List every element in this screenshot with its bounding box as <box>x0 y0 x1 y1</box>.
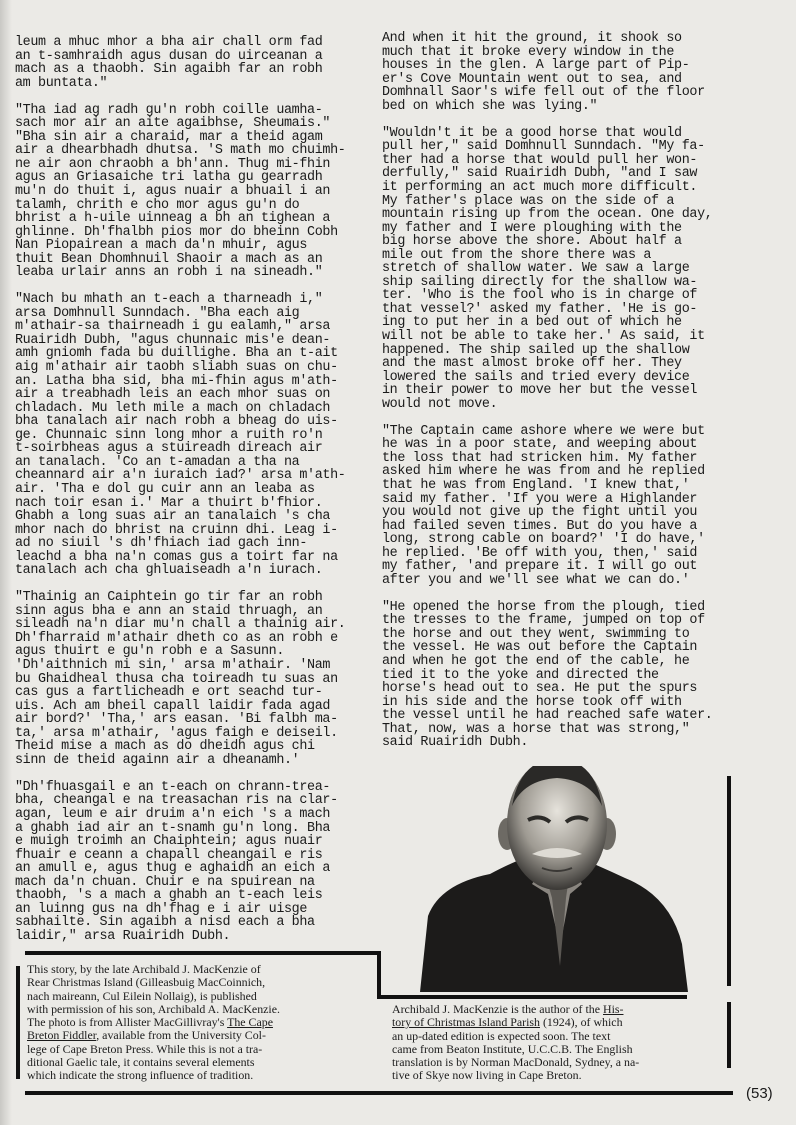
text-line: uis. Ach am bheil capall laidir fada agad <box>15 698 331 714</box>
text-line: And when it hit the ground, it shook so <box>382 31 682 46</box>
text-line: tied it to the yoke and directed the <box>382 667 659 683</box>
text-line: amh gniomh fada bu duillighe. Bha an t-ait <box>15 346 338 362</box>
text-line: "Nach bu mhath an t-each a tharneadh i," <box>15 292 323 308</box>
paragraph <box>382 425 792 588</box>
text-line: ship sailing directly for the shallow wa- <box>382 274 698 290</box>
text-line: sinn de theid againn air a dheanamh.' <box>15 752 300 768</box>
paragraph <box>15 293 375 577</box>
text-line: long, strong cable on board?' 'I do have,' <box>382 532 705 548</box>
text-line: the loss that had stricken him. My father <box>382 450 698 466</box>
text-line: Nan Piopairean a mach da'n mhuir, agus <box>15 238 308 254</box>
text-line: that vessel?' asked my father. 'He is go- <box>382 301 698 317</box>
text-line: "The Captain came ashore where we were but <box>382 423 705 439</box>
box-rule-right-bracket <box>727 776 731 986</box>
text-line: "Bha sin air a charaid, mar a theid agam <box>15 129 323 145</box>
text-line: you would not give up the fight until you <box>382 505 698 521</box>
caption-text: (1924), of which <box>539 1015 623 1030</box>
text-line: sach mor air an aite agaibhse, Sheumais." <box>15 116 331 132</box>
caption-line <box>392 1003 639 1016</box>
text-line: chladach. Mu leth mile a mach on chladach <box>15 400 331 416</box>
text-line: ther had a horse that would pull her won- <box>382 152 698 168</box>
text-line: houses in the glen. A large part of Pip- <box>382 58 690 74</box>
text-line: the horse and out they went, swimming to <box>382 626 690 642</box>
text-line: in his side and the horse took off with <box>382 694 682 710</box>
text-line: ge. Chunnaic sinn long mhor a ruith ro'n <box>15 427 323 443</box>
text-line: mhor nach do bhrist na cruinn dhi. Leag i- <box>15 522 338 538</box>
text-line: my father and I were ploughing with the <box>382 220 682 236</box>
author-caption <box>392 1003 639 1083</box>
text-line: My father's place was on the side of a <box>382 193 675 209</box>
text-line: pull her," said Domhnull Sunndach. "My fa- <box>382 139 705 155</box>
text-line: much that it broke every window in the <box>382 44 675 60</box>
text-line: leaba urlair anns an robh i na sineadh." <box>15 265 323 281</box>
text-line: an amull e, agus thug e aghaidh an eich a <box>15 861 331 877</box>
text-line: ghlinne. Dh'fhalbh pios mor do bheinn Cobh <box>15 224 338 240</box>
text-line: and when he got the end of the cable, he <box>382 654 690 670</box>
text-line: 'Dh'aithnich mi sin,' arsa m'athair. 'Nam <box>15 658 331 674</box>
text-line: the vessel. He was out before the Captain <box>382 640 698 656</box>
text-line: stretch of shallow water. We saw a large <box>382 261 690 277</box>
text-line: tanalach ach cha ghluaiseadh a'n iurach. <box>15 563 323 579</box>
box-rule-right-bracket-lower <box>727 1002 731 1068</box>
paragraph <box>382 601 792 750</box>
text-line: ad no siuil 's dh'fhiach iad gach inn- <box>15 536 308 552</box>
text-line: agan, leum e air druim a'n eich 's a mach <box>15 806 331 822</box>
text-line: an t-samhraidh agus dusan do uirceanan a <box>15 48 323 64</box>
paragraph <box>15 104 375 280</box>
text-line: cas gus a fartlicheadh e ort seachd tur- <box>15 685 323 701</box>
text-line: Dh'fharraid m'athair dheth co as an robh e <box>15 630 338 646</box>
text-line: mile out from the shore there was a <box>382 247 651 263</box>
text-line: sileadh na'n diar mu'n chall a thainig air. <box>15 617 346 633</box>
text-line: said my father. 'If you were a Highlander <box>382 491 698 507</box>
page-number: (53) <box>746 1085 773 1102</box>
text-line: sinn agus bha e ann an staid thruagh, an <box>15 603 323 619</box>
text-line: talamh, chrith e cho mor agus gu'n do <box>15 197 300 213</box>
book-title: Breton Fiddler <box>27 1028 97 1043</box>
text-line: bha tanalach air nach robh a bheag do uis- <box>15 414 338 430</box>
text-line: after you and we'll see what we can do.' <box>382 572 690 588</box>
caption-line: This story, by the late Archibald J. MacKenzie of <box>27 962 261 976</box>
english-text-column <box>382 32 792 763</box>
caption-text: The photo is from Allister MacGillivray's <box>27 1015 228 1030</box>
caption-line: nach maireann, Cul Eilein Nollaig), is published <box>27 988 257 1003</box>
box-rule-left-bracket <box>16 966 20 1079</box>
text-line: mountain rising up from the ocean. One day, <box>382 207 713 223</box>
caption-line: with permission of his son, Archibald A. MacKenzie. <box>27 1001 280 1016</box>
text-line: Theid mise a mach as do dheidh agus chi <box>15 739 315 755</box>
text-line: bu Ghaidheal thusa cha toireadh tu suas an <box>15 671 338 687</box>
caption-line: ditional Gaelic tale, it contains several elements <box>27 1055 255 1070</box>
text-line: thuit Bean Dhomhnuil Shaoir a mach as an <box>15 251 323 267</box>
box-rule-top-left <box>25 951 380 955</box>
text-line: t-soirbheas agus a stuireadh direach air <box>15 441 323 457</box>
caption-line: Rear Christmas Island (Gilleasbuig MacCoinnich, <box>27 975 266 990</box>
text-line: that he was from England. 'I knew that,' <box>382 477 690 493</box>
text-line: laidir," arsa Ruairidh Dubh. <box>15 928 231 944</box>
text-line: my father, 'and prepare it. I will go out <box>382 559 698 575</box>
text-line: "He opened the horse from the plough, tied <box>382 599 705 615</box>
text-line: mach as a thaobh. Sin agaibh far an robh <box>15 62 323 78</box>
gaelic-text-column <box>15 36 375 957</box>
caption-line: which indicate the strong influence of tradition. <box>27 1068 254 1083</box>
portrait-photo <box>420 766 688 992</box>
text-line: mach da'n chuan. Chuir e na spuirean na <box>15 874 315 890</box>
text-line: thaobh, 's a mach a ghabh an t-each leis <box>15 888 323 904</box>
text-line: said Ruairidh Dubh. <box>382 735 529 751</box>
text-line: ing to put her in a bed out of which he <box>382 315 682 331</box>
text-line: m'athair-sa thairneadh i gu ealamh," arsa <box>15 319 331 335</box>
text-line: it performing an act much more difficult. <box>382 179 698 195</box>
text-line: nach toir esan i.' Mar a thuirt b'fhior. <box>15 495 323 511</box>
text-line: an tanalach. 'Co an t-amadan a tha na <box>15 454 300 470</box>
caption-line: an up-dated edition is expected soon. The text <box>392 1028 611 1043</box>
box-rule-mid-horizontal <box>377 995 687 999</box>
text-line: bed on which she was lying." <box>382 98 598 114</box>
text-line: agus an Griasaiche tri latha gu gearradh <box>15 170 323 186</box>
book-title: His- <box>603 1002 624 1016</box>
caption-line <box>27 1016 280 1029</box>
text-line: That, now, was a horse that was strong," <box>382 721 690 737</box>
text-line: sabhailte. Sin agaibh a nisd each a bha <box>15 915 315 931</box>
text-line: derfully," said Ruairidh Dubh, "and I saw <box>382 166 698 182</box>
caption-line: translation is by Norman MacDonald, Sydney, a na- <box>392 1055 640 1070</box>
story-credits-caption <box>27 963 280 1083</box>
text-line: Ruairidh Dubh, "agus chunnaic mis'e dean- <box>15 332 331 348</box>
text-line: had failed seven times. But do you have a <box>382 518 698 534</box>
text-line: arsa Domhnull Sunndach. "Bha each aig <box>15 305 300 321</box>
paragraph <box>15 781 375 944</box>
text-line: e muigh troimh an Chaiphtein; agus nuair <box>15 834 323 850</box>
text-line: "Tha iad ag radh gu'n robh coille uamha- <box>15 102 323 118</box>
paragraph <box>15 36 375 90</box>
text-line: and the mast almost broke off her. They <box>382 356 682 372</box>
text-line: leum a mhuc mhor a bha air chall orm fad <box>15 35 323 50</box>
text-line: cheannard air a'n iuraich iad?' arsa m'ath- <box>15 468 346 484</box>
book-title: tory of Christmas Island Parish <box>392 1015 540 1030</box>
text-line: will not be able to take her.' As said, it <box>382 328 705 344</box>
text-line: asked him where he was from and he replied <box>382 464 705 480</box>
text-line: leachd a bha na'n comas gus a toirt far na <box>15 549 338 565</box>
caption-line <box>27 1029 280 1042</box>
text-line: ter. 'Who is the fool who is in charge of <box>382 288 698 304</box>
text-line: bha, cheangal e na treasachan ris na clar- <box>15 793 338 809</box>
box-rule-vertical-mid <box>377 951 381 999</box>
text-line: Ghabh a long suas air an tanalaich 's cha <box>15 509 331 525</box>
text-line: ne air aon chraobh a bh'ann. Thug mi-fhin <box>15 156 331 172</box>
text-line: a ghabh iad air an t-snamh gu'n long. Bha <box>15 820 331 836</box>
text-line: air bord?' 'Tha,' ars easan. 'Bi falbh ma- <box>15 712 338 728</box>
caption-line <box>392 1016 639 1029</box>
text-line: mu'n do thuit i, agus nuair a bhuail i an <box>15 183 331 199</box>
text-line: he was in a poor state, and weeping about <box>382 437 698 453</box>
text-line: in their power to move her but the vessel <box>382 383 698 399</box>
text-line: ta,' arsa m'athair, 'agus faigh e deiseil. <box>15 725 338 741</box>
text-line: "Dh'fhuasgail e an t-each on chrann-trea- <box>15 779 331 795</box>
caption-text: Archibald J. MacKenzie is the author of the <box>392 1002 603 1016</box>
caption-text: , available from the University Col- <box>96 1028 266 1043</box>
text-line: fhuair e ceann a chapall cheangail e ris <box>15 847 323 863</box>
box-rule-bottom <box>25 1091 733 1095</box>
caption-line: came from Beaton Institute, U.C.C.B. The English <box>392 1041 633 1056</box>
text-line: horse's head out to sea. He put the spurs <box>382 681 698 697</box>
text-line: am buntata." <box>15 75 108 91</box>
paragraph <box>15 591 375 767</box>
text-line: happened. The ship sailed up the shallow <box>382 342 690 358</box>
text-line: er's Cove Mountain went out to sea, and <box>382 71 682 87</box>
caption-line: lege of Cape Breton Press. While this is not a tra- <box>27 1041 263 1056</box>
paragraph <box>382 127 792 411</box>
text-line: "Thainig an Caiphtein go tir far an robh <box>15 590 323 606</box>
text-line: the vessel until he had reached safe water. <box>382 708 713 724</box>
caption-line: tive of Skye now living in Cape Breton. <box>392 1068 582 1083</box>
text-line: air a treabhadh leis an each mhor suas on <box>15 387 331 403</box>
text-line: an luinng gus na dh'fhag e i air uisge <box>15 901 308 917</box>
text-line: would not move. <box>382 396 498 412</box>
text-line: agus thuirt e gu'n robh e a Sasunn. <box>15 644 284 660</box>
text-line: bhrist a h-uile uinneag a bh an tighean a <box>15 211 331 227</box>
text-line: air. 'Tha e dol gu cuir ann an leaba as <box>15 481 315 497</box>
text-line: air a dhearbhadh dhutsa. 'S math mo chuimh- <box>15 143 346 159</box>
text-line: Domhnall Saor's wife fell out of the floor <box>382 85 705 101</box>
page-edge-shadow <box>0 0 12 1125</box>
text-line: an. Latha bha sid, bha mi-fhin agus m'ath- <box>15 373 338 389</box>
text-line: lowered the sails and tried every device <box>382 369 690 385</box>
text-line: aig m'athair air taobh sliabh suas on chu- <box>15 360 338 376</box>
text-line: he replied. 'Be off with you, then,' said <box>382 545 698 561</box>
text-line: big horse above the shore. About half a <box>382 234 682 250</box>
text-line: the tresses to the frame, jumped on top of <box>382 613 705 629</box>
text-line: "Wouldn't it be a good horse that would <box>382 125 682 141</box>
book-title: The Cape <box>227 1015 273 1030</box>
paragraph <box>382 32 792 113</box>
